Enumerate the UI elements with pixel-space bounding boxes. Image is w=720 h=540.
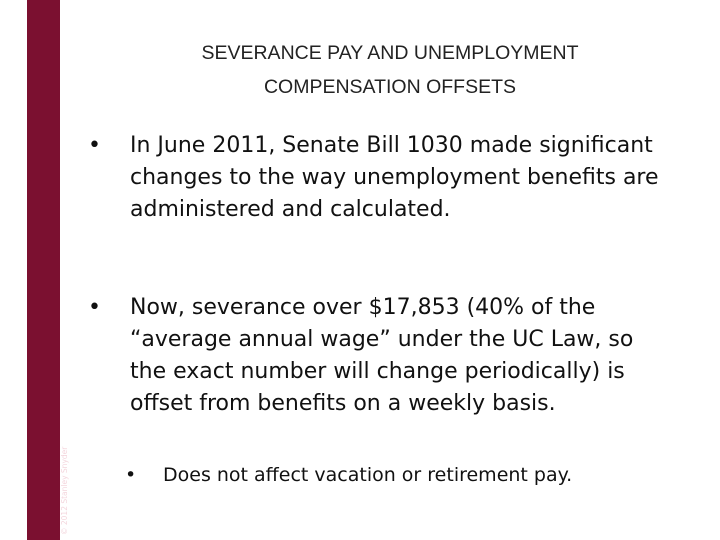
sub-bullet-text: Does not affect vacation or retirement pay. — [163, 464, 573, 486]
bullet-icon: • — [88, 133, 101, 158]
copyright-notice: © 2012 Stanley Snyder — [60, 446, 69, 535]
slide-title — [110, 36, 670, 104]
sidebar-accent-bar — [27, 0, 69, 540]
bullet-icon: • — [125, 464, 137, 486]
bullet-icon: • — [88, 295, 101, 320]
bullet-text: Now, severance over $17,853 (40% of the “average annual wage” under the UC Law, so the exact number will change periodically) is offset from benefits on a weekly basis. — [130, 295, 634, 416]
bullet-text: In June 2011, Senate Bill 1030 made significant changes to the way unemployment benefits are administered and calculated. — [130, 133, 659, 222]
slide-title-line-2: COMPENSATION OFFSETS — [263, 76, 517, 98]
slide-title-line-1: SEVERANCE PAY AND UNEMPLOYMENT — [201, 42, 579, 64]
